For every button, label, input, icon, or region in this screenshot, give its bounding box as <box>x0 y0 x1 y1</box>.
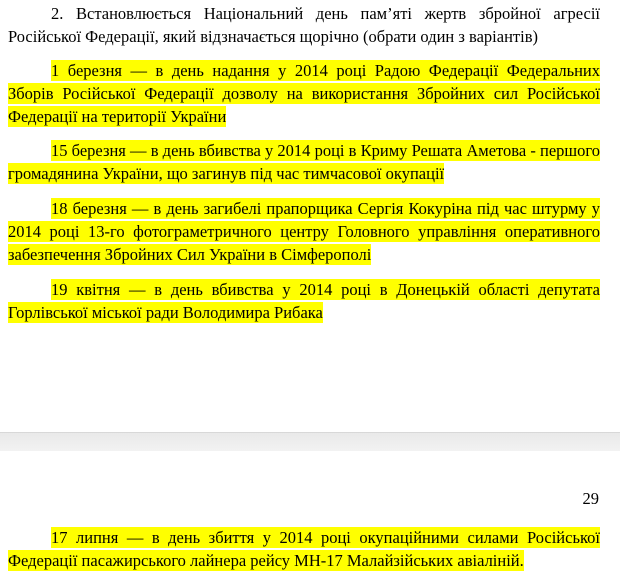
document-page-2 <box>0 451 620 586</box>
option-text-3: 18 березня — в день загибелі прапорщика Сергія Кокуріна під час штурму у 2014 році 13-го фотограметричного центру Головного управління оперативного забезпечення Збройних Сил України в Сімферополі <box>8 199 600 264</box>
page-break-gap <box>0 432 620 452</box>
intro-paragraph <box>8 2 600 48</box>
option-paragraph-5 <box>8 526 600 572</box>
option-paragraph-2 <box>8 139 600 185</box>
option-paragraph-3 <box>8 197 600 266</box>
option-paragraph-4 <box>8 278 600 324</box>
page-number: 29 <box>582 489 599 508</box>
option-text-5: 17 липня — в день збиття у 2014 році окупаційними силами Російської Федерації пасажирського лайнера рейсу МН-17 Малайзійських авіаліній. <box>8 528 600 570</box>
option-paragraph-1 <box>8 59 600 128</box>
option-text-2: 15 березня — в день вбивства у 2014 році в Криму Решата Аметова - першого громадянина України, що загинув під час тимчасової окупації <box>8 141 600 183</box>
option-text-4: 19 квітня — в день вбивства у 2014 році в Донецькій області депутата Горлівської міської ради Володимира Рибака <box>8 280 600 322</box>
option-text-1: 1 березня — в день надання у 2014 році Радою Федерації Федеральних Зборів Російської Федерації дозволу на використання Збройних сил Російської Федерації на території України <box>8 61 600 126</box>
intro-text: 2. Встановлюється Національний день пам’яті жертв збройної агресії Російської Федерації, який відзначається щорічно (обрати один з варіантів) <box>8 4 600 46</box>
